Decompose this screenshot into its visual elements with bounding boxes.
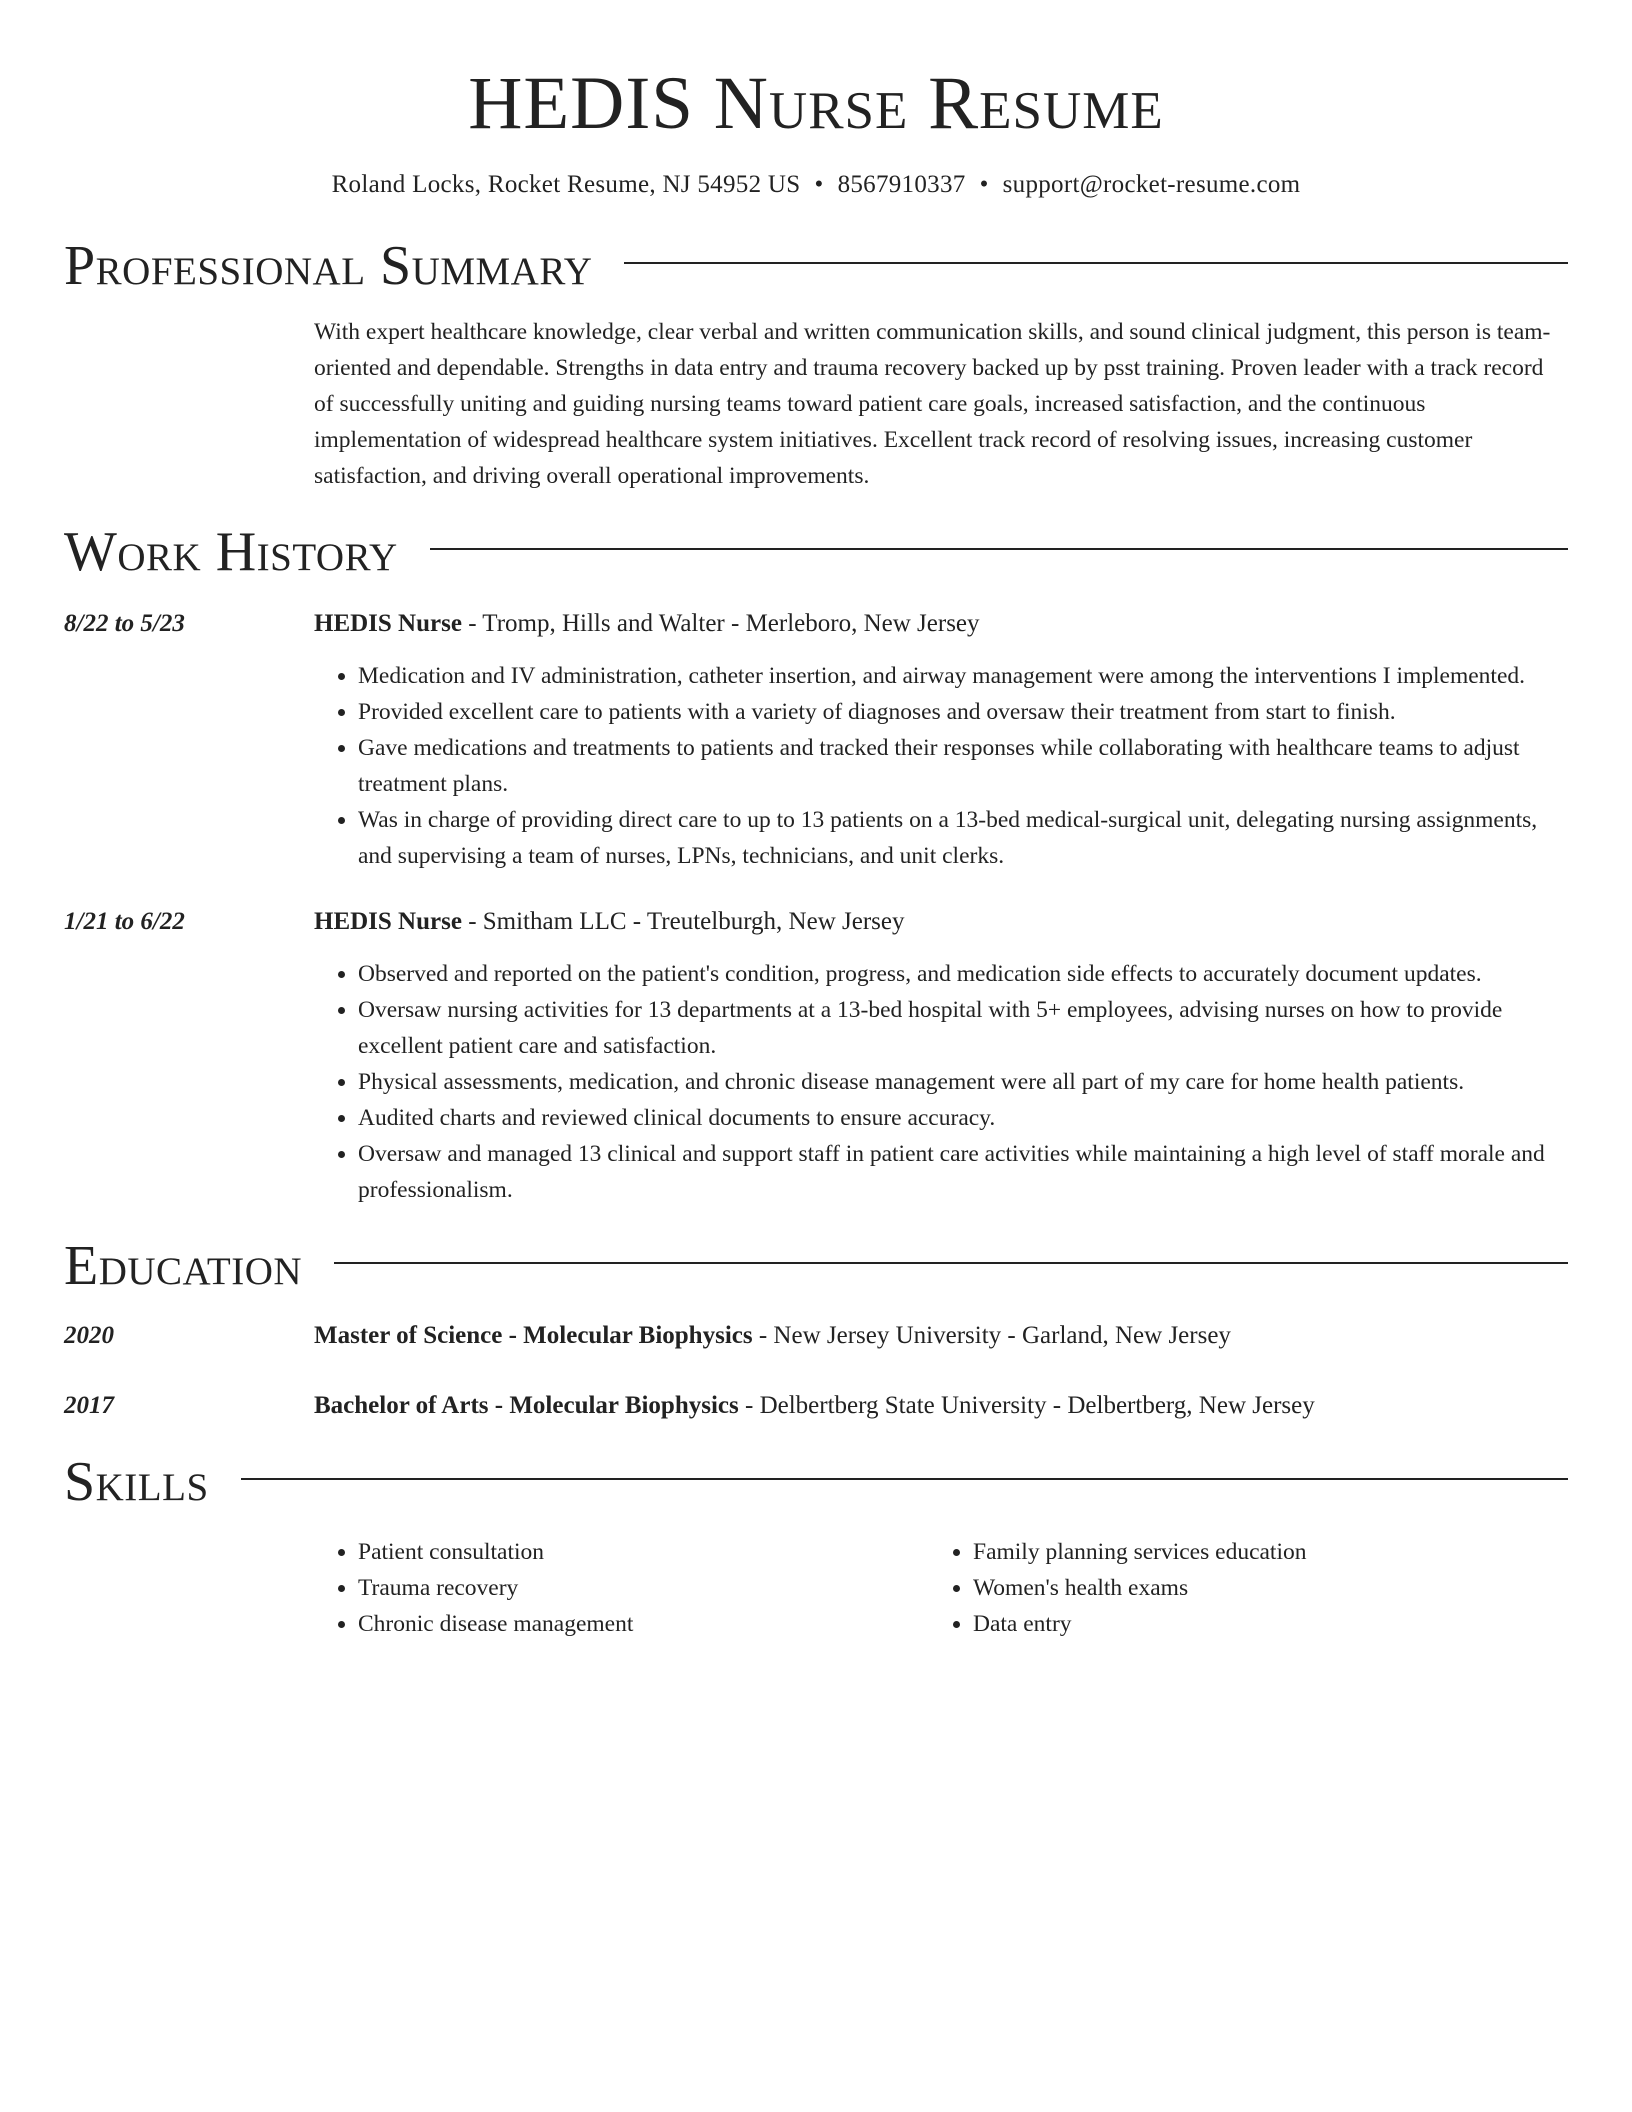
contact-phone: 8567910337 (837, 171, 966, 198)
job-bullets (314, 658, 1568, 874)
skill-item: • Chronic disease management (358, 1606, 929, 1642)
education-year: 2017 (64, 1392, 114, 1419)
skill-item: • Family planning services education (973, 1534, 1544, 1570)
job-body (314, 904, 1568, 1208)
education-section-header (64, 1236, 1568, 1296)
section-divider (241, 1478, 1568, 1480)
skill-item: • Trauma recovery (358, 1570, 929, 1606)
skills-list-right (929, 1534, 1544, 1642)
job-header (314, 606, 1568, 642)
job-bullet: • Oversaw nursing activities for 13 departments at a 13-bed hospital with 5+ employees, advising nurses on how to provide excellent patient care and satisfaction. (358, 992, 1568, 1064)
resume-title: HEDIS Nurse Resume (468, 62, 1164, 145)
job-bullet: • Was in charge of providing direct care to up to 13 patients on a 13-bed medical-surgical unit, delegating nursing assignments, and supervising a team of nurses, LPNs, technicians, and unit clerks. (358, 802, 1568, 874)
education-body (314, 1388, 1568, 1424)
job-bullet: • Medication and IV administration, catheter insertion, and airway management were among the interventions I implemented. (358, 658, 1568, 694)
education-year: 2020 (64, 1322, 114, 1349)
job-entry (64, 904, 1568, 1208)
summary-text: With expert healthcare knowledge, clear verbal and written communication skills, and sound clinical judgment, this person is team-oriented and dependable. Strengths in data entry and trauma recovery backed up by psst training. Proven leader with a track record of successfully uniting and guiding nursing teams toward patient care goals, increased satisfaction, and the continuous implementation of widespread healthcare system initiatives. Excellent track record of resolving issues, increasing customer satisfaction, and driving overall operational improvements. (314, 319, 1551, 489)
education-entry (64, 1388, 1568, 1424)
skill-item: • Data entry (973, 1606, 1544, 1642)
job-bullet: • Observed and reported on the patient's condition, progress, and medication side effects to accurately document updates. (358, 956, 1568, 992)
job-bullet: • Audited charts and reviewed clinical documents to ensure accuracy. (358, 1100, 1568, 1136)
contact-address: Roland Locks, Rocket Resume, NJ 54952 US (331, 171, 801, 198)
education-body (314, 1318, 1568, 1354)
skills-section-header (64, 1452, 1568, 1512)
work-heading: Work History (64, 521, 398, 583)
summary-section-header (64, 236, 1568, 296)
skills-heading: Skills (64, 1451, 209, 1513)
contact-line (64, 168, 1568, 202)
job-bullet: • Provided excellent care to patients with a variety of diagnoses and oversaw their treatment from start to finish. (358, 694, 1568, 730)
skills-left-gutter (64, 1534, 314, 1642)
skills-columns (314, 1534, 1568, 1642)
work-section-header (64, 522, 1568, 582)
job-header (314, 904, 1568, 940)
job-entry (64, 606, 1568, 874)
education-details: - Delbertberg State University - Delbertberg, New Jersey (738, 1392, 1315, 1419)
education-details: - New Jersey University - Garland, New Jersey (752, 1322, 1231, 1349)
section-divider (430, 548, 1568, 550)
skill-item: • Patient consultation (358, 1534, 929, 1570)
skills-list-left (314, 1534, 929, 1642)
section-divider (334, 1262, 1568, 1264)
job-bullets (314, 956, 1568, 1208)
skill-item: • Women's health exams (973, 1570, 1544, 1606)
education-degree: Bachelor of Arts - Molecular Biophysics (314, 1392, 739, 1419)
contact-separator: • (814, 171, 824, 198)
summary-heading: Professional Summary (64, 235, 593, 297)
job-bullet: • Oversaw and managed 13 clinical and support staff in patient care activities while maintaining a high level of staff morale and professionalism. (358, 1136, 1568, 1208)
section-divider (624, 262, 1568, 264)
education-entry (64, 1318, 1568, 1354)
job-bullet: • Physical assessments, medication, and chronic disease management were all part of my care for home health patients. (358, 1064, 1568, 1100)
job-dates: 8/22 to 5/23 (64, 610, 185, 637)
summary-row (64, 296, 1568, 494)
summary-left-gutter (64, 296, 314, 494)
job-title: HEDIS Nurse (314, 908, 462, 935)
education-heading: Education (64, 1235, 303, 1297)
contact-separator: • (979, 171, 989, 198)
education-degree: Master of Science - Molecular Biophysics (314, 1322, 753, 1349)
job-bullet: • Gave medications and treatments to patients and tracked their responses while collaborating with healthcare teams to adjust treatment plans. (358, 730, 1568, 802)
job-dates: 1/21 to 6/22 (64, 908, 185, 935)
job-title: HEDIS Nurse (314, 610, 462, 637)
contact-email: support@rocket-resume.com (1002, 171, 1301, 198)
job-details: - Tromp, Hills and Walter - Merleboro, New Jersey (461, 610, 980, 637)
job-body (314, 606, 1568, 874)
job-details: - Smitham LLC - Treutelburgh, New Jersey (461, 908, 905, 935)
skills-row (64, 1534, 1568, 1642)
